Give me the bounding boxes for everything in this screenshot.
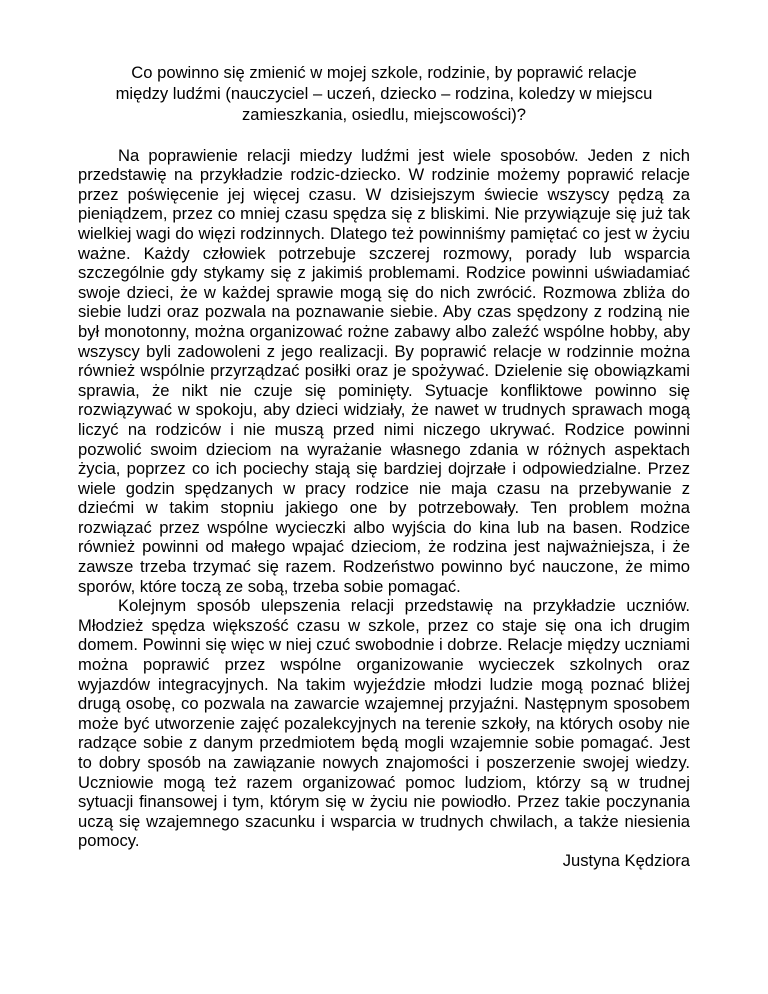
title-line: zamieszkania, osiedlu, miejscowości)? xyxy=(241,105,527,125)
title-line: między ludźmi (nauczyciel – uczeń, dziecko – rodzina, koledzy w miejscu xyxy=(115,84,653,104)
body-paragraph: Kolejnym sposób ulepszenia relacji przedstawię na przykładzie uczniów. Młodzież spędza większość czasu w szkole, przez co staje się ona ich drugim domem. Powinni się więc w niej czuć swobodnie i dobrze. Relacje między uczniami można poprawić przez wspólne organizowanie wycieczek szkolnych oraz wyjazdów integracyjnych. Na takim wyjeździe młodzi ludzie mogą poznać bliżej drugą osobę, co pozwala na zawarcie wzajemnej przyjaźni. Następnym sposobem może być utworzenie zajęć pozalekcyjnych na terenie szkoły, na których osoby nie radzące sobie z danym przedmiotem będą mogli wzajemnie sobie pomagać. Jest to dobry sposób na zawiązanie nowych znajomości i poszerzenie swojej wiedzy. Uczniowie mogą też razem organizować pomoc ludziom, którzy są w trudnej sytuacji finansowej i tym, którym się w życiu nie powiodło. Przez takie poczynania uczą się wzajemnego szacunku i wsparcia w trudnych chwilach, a także niesienia pomocy. xyxy=(78,596,690,851)
document-page xyxy=(78,62,690,871)
title-line: Co powinno się zmienić w mojej szkole, rodzinie, by poprawić relacje xyxy=(131,63,637,82)
document-title xyxy=(78,62,690,126)
body-paragraph: Na poprawienie relacji miedzy ludźmi jest wiele sposobów. Jeden z nich przedstawię na przykładzie rodzic-dziecko. W rodzinie możemy poprawić relacje przez poświęcenie jej więcej czasu. W dzisiejszym świecie wszyscy pędzą za pieniądzem, przez co mniej czasu spędza się z bliskimi. Nie przywiązuje się już tak wielkiej wagi do więzi rodzinnych. Dlatego też powinniśmy pamiętać co jest w życiu ważne. Każdy człowiek potrzebuje szczerej rozmowy, porady lub wsparcia szczególnie gdy stykamy się z jakimiś problemami. Rodzice powinni uświadamiać swoje dzieci, że w każdej sprawie mogą się do nich zwrócić. Rozmowa zbliża do siebie ludzi oraz pozwala na poznawanie siebie. Aby czas spędzony z rodziną nie był monotonny, można organizować rożne zabawy albo zaleźć wspólne hobby, aby wszyscy byli zadowoleni z jego realizacji. By poprawić relacje w rodzinnie można również wspólnie przyrządzać posiłki oraz je spożywać. Dzielenie się obowiązkami sprawia, że nikt nie czuje się pominięty. Sytuacje konfliktowe powinno się rozwiązywać w spokoju, aby dzieci widziały, że nawet w trudnych sprawach mogą liczyć na rodziców i nie muszą przed nimi niczego ukrywać. Rodzice powinni pozwolić swoim dzieciom na wyrażanie własnego zdania w różnych aspektach życia, poprzez co ich pociechy stają się bardziej dojrzałe i odpowiedzialne. Przez wiele godzin spędzanych w pracy rodzice nie maja czasu na przebywanie z dziećmi w takim stopniu jakiego one by potrzebowały. Ten problem można rozwiązać przez wspólne wycieczki albo wyjścia do kina lub na basen. Rodzice również powinni od małego wpajać dzieciom, że rodzina jest najważniejsza, i że zawsze trzeba trzymać się razem. Rodzeństwo powinno być nauczone, że mimo sporów, które toczą ze sobą, trzeba sobie pomagać. xyxy=(78,145,690,596)
author-signature: Justyna Kędziora xyxy=(562,850,690,870)
